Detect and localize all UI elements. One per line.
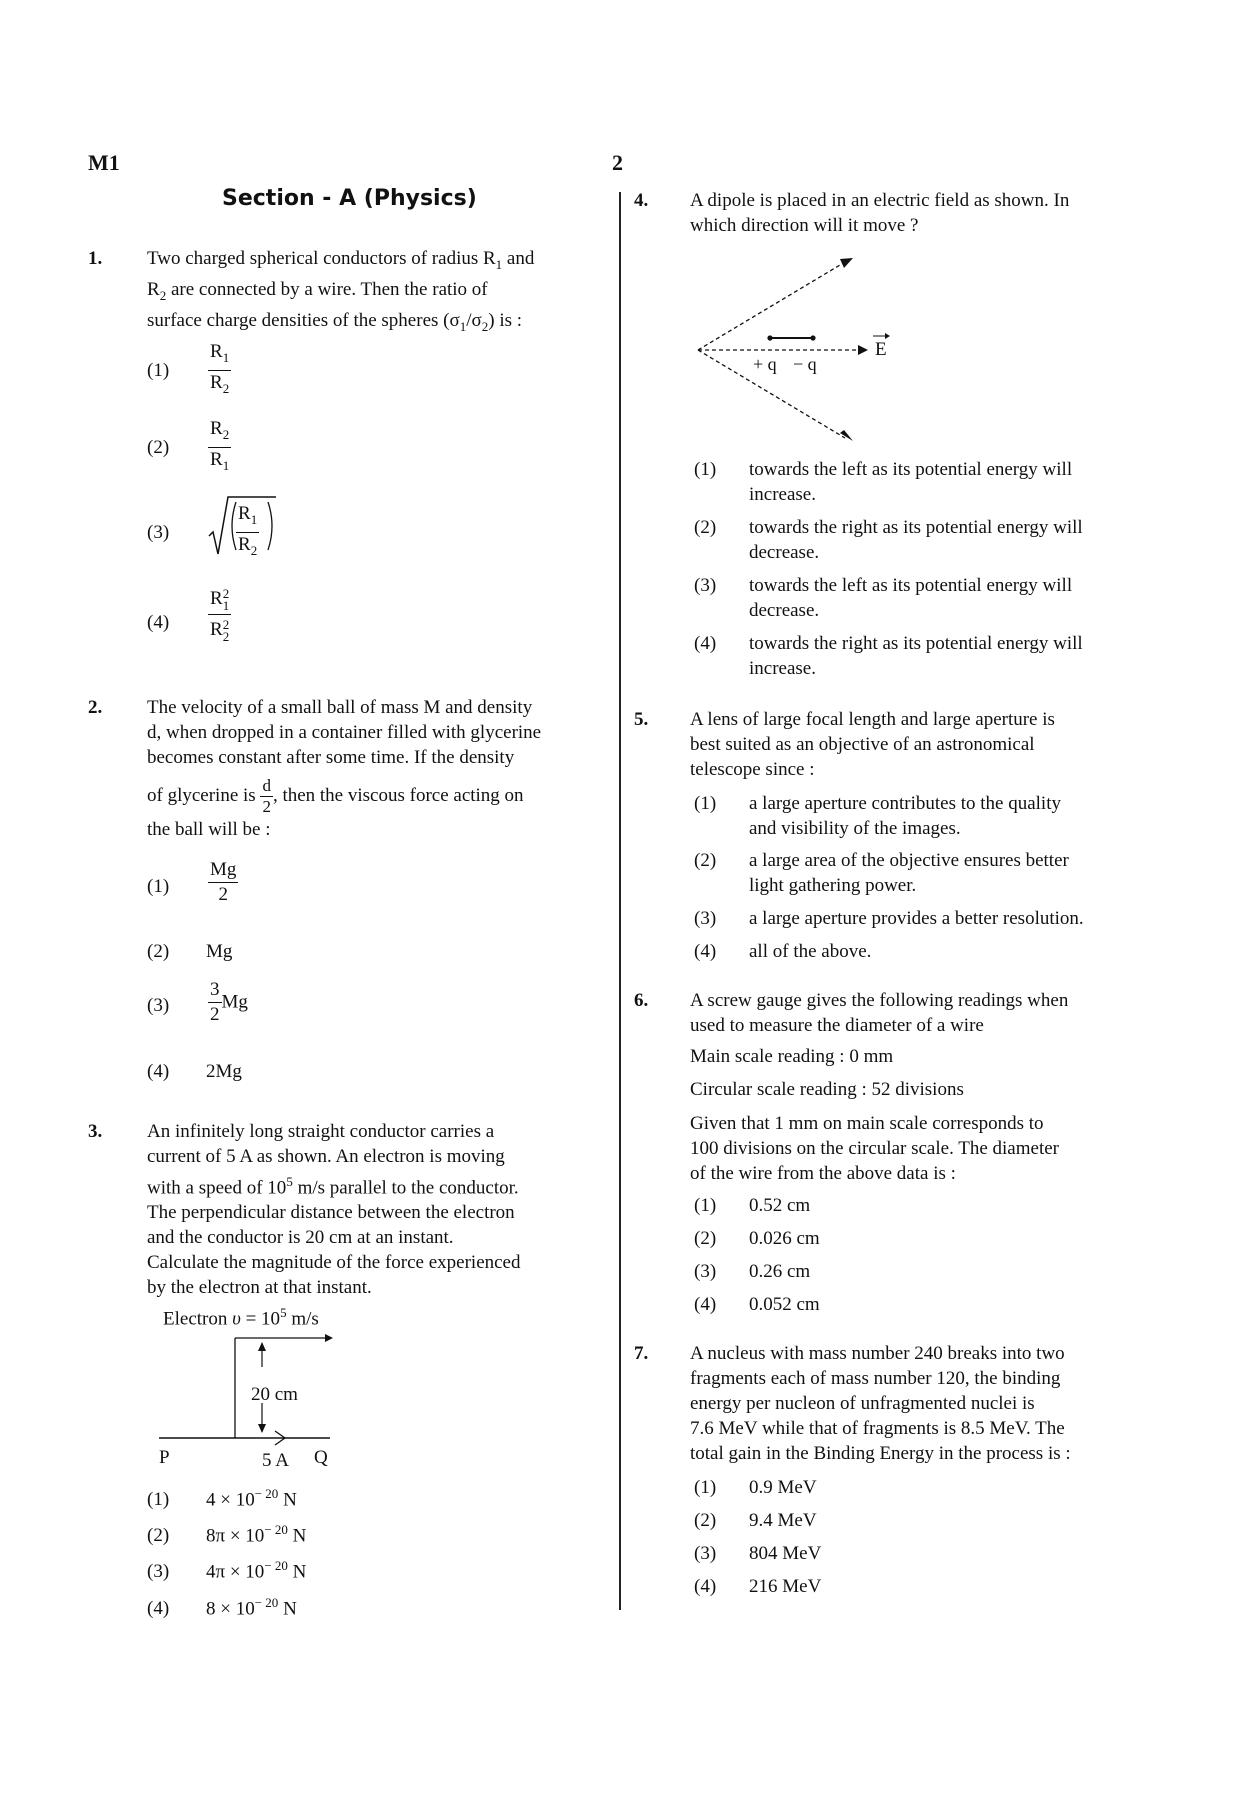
option-label: (4) — [147, 1598, 170, 1619]
option-4-value: $8 \times 10^{- 20}$ N — [206, 1595, 297, 1620]
question-text: A nucleus with mass number 240 breaks into two fragments each of mass number 120, the binding energy per nucleon of unfragmented nuclei is 7.6 MeV while that of fragments is 8.5 MeV. The total gain in the Binding Energy in the process is : — [690, 1343, 1071, 1464]
option-2-text: 0.026 cm — [749, 1228, 820, 1249]
option-label: (2) — [694, 850, 717, 871]
option-1-value: $\frac{Mg}{2}$ — [210, 859, 237, 905]
distance-arrowhead-down — [258, 1424, 266, 1433]
option-1-text: a large aperture contributes to the quality and visibility of the images. — [749, 793, 1061, 839]
point-p-label: P — [159, 1447, 170, 1468]
column-divider — [619, 192, 621, 1610]
option-label: (2) — [694, 1228, 717, 1249]
question-text: A lens of large focal length and large aperture is best suited as an objective of an astronomical telescope since : — [690, 709, 1055, 780]
option-2-text: 9.4 MeV — [749, 1510, 817, 1531]
option-label: (3) — [694, 1543, 717, 1564]
option-3-value: $\frac{R_1}{R_2}$ — [208, 494, 278, 558]
option-label: (3) — [147, 995, 170, 1016]
option-label: (1) — [694, 1477, 717, 1498]
question-number: 2. — [88, 697, 103, 718]
option-1-value: $4 \times 10^{- 20}$ N — [206, 1486, 297, 1511]
option-label: (3) — [147, 1561, 170, 1582]
option-label: (2) — [694, 517, 717, 538]
option-label: (4) — [694, 1576, 717, 1597]
field-e-label: E — [875, 339, 887, 360]
main-scale-reading: Main scale reading : 0 mm — [690, 1046, 894, 1067]
question-number: 4. — [634, 190, 649, 211]
arrowhead-lower — [840, 430, 853, 441]
option-4-value: R 2 1 R 2 2 — [210, 585, 230, 644]
distance-label: 20 cm — [251, 1384, 298, 1405]
distance-arrowhead-up — [258, 1342, 266, 1351]
positive-charge-dot — [767, 335, 772, 340]
option-3-text: 0.26 cm — [749, 1261, 811, 1282]
electron-label: Electron $\upsilon = 10^5$ m/s — [163, 1305, 319, 1330]
option-label: (4) — [694, 1294, 717, 1315]
option-label: (4) — [147, 612, 170, 633]
arrowhead-upper — [840, 258, 853, 268]
option-label: (1) — [694, 459, 717, 480]
option-3-text: a large aperture provides a better resolution. — [749, 908, 1084, 929]
option-label: (4) — [694, 633, 717, 654]
page-number: 2 — [612, 150, 623, 175]
question-text: Two charged spherical conductors of radius $R_1$ and $R_2$ are connected by a wire. Then the ratio of surface charge densities of the spheres $(\sigma_1/\sigma_2)$ is : — [147, 248, 535, 334]
option-3-text: 804 MeV — [749, 1543, 822, 1564]
option-4-text: all of the above. — [749, 941, 872, 962]
option-2-text: towards the right as its potential energy will decrease. — [749, 517, 1083, 563]
option-1-text: 0.9 MeV — [749, 1477, 817, 1498]
question-number: 7. — [634, 1343, 649, 1364]
question-number: 1. — [88, 248, 103, 269]
option-label: (4) — [694, 941, 717, 962]
option-2-value: Mg — [206, 941, 233, 962]
option-label: (1) — [694, 1195, 717, 1216]
option-label: (2) — [147, 437, 170, 458]
option-3-value: $4\pi \times 10^{- 20}$ N — [206, 1558, 307, 1583]
question-text: A screw gauge gives the following readings when used to measure the diameter of a wire — [690, 990, 1069, 1036]
given-text: Given that 1 mm on main scale corresponds to 100 divisions on the circular scale. The diameter of the wire from the above data is : — [690, 1113, 1059, 1184]
section-title: Section - A (Physics) — [222, 186, 477, 211]
option-1-text: 0.52 cm — [749, 1195, 811, 1216]
question-number: 6. — [634, 990, 649, 1011]
option-3-text: towards the left as its potential energy will decrease. — [749, 575, 1073, 621]
question-text: The velocity of a small ball of mass M and density d, when dropped in a container filled with glycerine becomes constant after some time. If the density of glycerine is $\frac{d}{2}$ , then the viscous force acting on the ball will be : — [147, 697, 542, 840]
option-1-value: $\frac{R_1}{R_2}$ — [210, 341, 230, 396]
option-4-text: 216 MeV — [749, 1576, 822, 1597]
option-2-value: $\frac{R_2}{R_1}$ — [210, 418, 230, 473]
current-label: 5 A — [262, 1450, 289, 1471]
option-label: (3) — [147, 522, 170, 543]
option-3-value: $\frac{3}{2}$ Mg — [210, 979, 248, 1025]
option-2-text: a large area of the objective ensures better light gathering power. — [749, 850, 1069, 896]
option-1-text: towards the left as its potential energy will increase. — [749, 459, 1073, 505]
option-4-value: 2Mg — [206, 1061, 242, 1082]
option-label: (3) — [694, 1261, 717, 1282]
option-4-text: towards the right as its potential energy will increase. — [749, 633, 1083, 679]
option-label: (1) — [147, 876, 170, 897]
option-label: (3) — [694, 575, 717, 596]
option-label: (3) — [694, 908, 717, 929]
arrowhead-middle — [858, 345, 868, 355]
circular-scale-reading: Circular scale reading : 52 divisions — [690, 1079, 964, 1100]
question-number: 3. — [88, 1121, 103, 1142]
negative-charge-dot — [810, 335, 815, 340]
option-4-text: 0.052 cm — [749, 1294, 820, 1315]
minus-q-label: − q — [793, 354, 817, 374]
question-number: 5. — [634, 709, 649, 730]
option-label: (4) — [147, 1061, 170, 1082]
option-label: (1) — [694, 793, 717, 814]
option-label: (2) — [694, 1510, 717, 1531]
question-text: A dipole is placed in an electric field as shown. In which direction will it move ? — [690, 190, 1070, 236]
point-q-label: Q — [314, 1447, 328, 1468]
question-text: An infinitely long straight conductor carries a current of 5 A as shown. An electron is moving with a speed of $10^5$ m/s parallel to the conductor. The perpendicular distance between the electron and the conductor is 20 cm at an instant. Calculate the magnitude of the force experienced by the electron at that instant. — [147, 1121, 521, 1299]
option-label: (2) — [147, 941, 170, 962]
electron-arrowhead — [325, 1334, 333, 1342]
plus-q-label: + q — [753, 354, 777, 374]
option-label: (1) — [147, 1489, 170, 1510]
option-label: (1) — [147, 360, 170, 381]
paper-code: M1 — [88, 150, 120, 175]
option-2-value: $8\pi \times 10^{- 20}$ N — [206, 1522, 307, 1547]
option-label: (2) — [147, 1525, 170, 1546]
